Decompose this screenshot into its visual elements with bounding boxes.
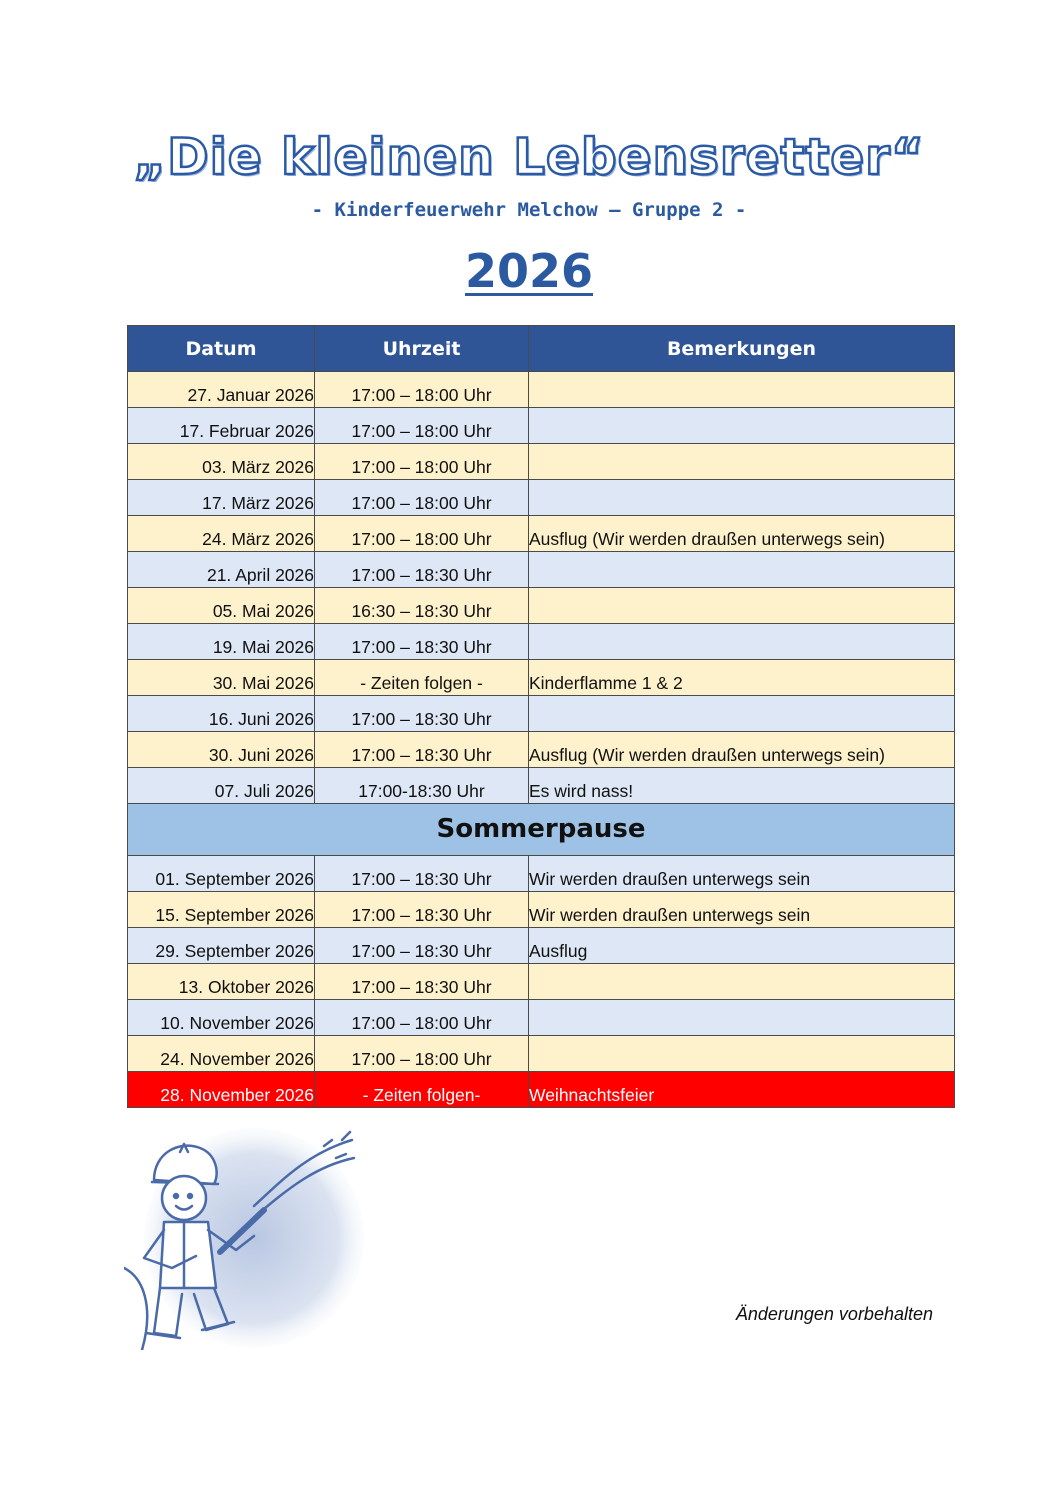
schedule-table bbox=[127, 325, 955, 1108]
note-cell: Ausflug (Wir werden draußen unterwegs sein) bbox=[529, 516, 955, 552]
time-cell: 17:00 – 18:30 Uhr bbox=[315, 624, 529, 660]
note-cell bbox=[529, 588, 955, 624]
date-cell: 30. Mai 2026 bbox=[128, 660, 315, 696]
note-cell: Wir werden draußen unterwegs sein bbox=[529, 892, 955, 928]
summer-break-row bbox=[128, 804, 955, 856]
schedule-row bbox=[128, 856, 955, 892]
time-cell: 17:00 – 18:30 Uhr bbox=[315, 732, 529, 768]
note-cell bbox=[529, 1036, 955, 1072]
date-cell: 03. März 2026 bbox=[128, 444, 315, 480]
time-cell: 17:00-18:30 Uhr bbox=[315, 768, 529, 804]
time-cell: 17:00 – 18:00 Uhr bbox=[315, 372, 529, 408]
date-cell: 16. Juni 2026 bbox=[128, 696, 315, 732]
schedule-row bbox=[128, 696, 955, 732]
note-cell bbox=[529, 372, 955, 408]
date-cell: 07. Juli 2026 bbox=[128, 768, 315, 804]
date-cell: 17. März 2026 bbox=[128, 480, 315, 516]
note-cell: Ausflug (Wir werden draußen unterwegs sein) bbox=[529, 732, 955, 768]
firefighter-mascot-icon bbox=[124, 1118, 364, 1350]
schedule-row bbox=[128, 588, 955, 624]
schedule-row bbox=[128, 964, 955, 1000]
date-cell: 27. Januar 2026 bbox=[128, 372, 315, 408]
schedule-row bbox=[128, 1072, 955, 1108]
year-heading: 2026 bbox=[464, 244, 594, 298]
schedule-row bbox=[128, 444, 955, 480]
date-cell: 01. September 2026 bbox=[128, 856, 315, 892]
schedule-row bbox=[128, 660, 955, 696]
document-title: „Die kleinen Lebensretter“ bbox=[133, 128, 925, 186]
note-cell: Wir werden draußen unterwegs sein bbox=[529, 856, 955, 892]
column-header-bemerkungen: Bemerkungen bbox=[529, 326, 955, 372]
date-cell: 28. November 2026 bbox=[128, 1072, 315, 1108]
time-cell: 17:00 – 18:30 Uhr bbox=[315, 552, 529, 588]
schedule-body bbox=[128, 372, 955, 1108]
time-cell: 17:00 – 18:00 Uhr bbox=[315, 444, 529, 480]
schedule-row bbox=[128, 732, 955, 768]
column-header-uhrzeit: Uhrzeit bbox=[315, 326, 529, 372]
schedule-row bbox=[128, 1000, 955, 1036]
time-cell: 16:30 – 18:30 Uhr bbox=[315, 588, 529, 624]
note-cell: Es wird nass! bbox=[529, 768, 955, 804]
summer-break-label: Sommerpause bbox=[128, 804, 955, 856]
note-cell bbox=[529, 480, 955, 516]
note-cell bbox=[529, 1000, 955, 1036]
schedule-row bbox=[128, 552, 955, 588]
date-cell: 24. November 2026 bbox=[128, 1036, 315, 1072]
schedule-row bbox=[128, 480, 955, 516]
time-cell: 17:00 – 18:30 Uhr bbox=[315, 696, 529, 732]
time-cell: 17:00 – 18:00 Uhr bbox=[315, 1036, 529, 1072]
time-cell: 17:00 – 18:00 Uhr bbox=[315, 516, 529, 552]
time-cell: 17:00 – 18:30 Uhr bbox=[315, 892, 529, 928]
schedule-row bbox=[128, 516, 955, 552]
schedule-row bbox=[128, 1036, 955, 1072]
schedule-row bbox=[128, 892, 955, 928]
time-cell: 17:00 – 18:30 Uhr bbox=[315, 928, 529, 964]
time-cell: 17:00 – 18:00 Uhr bbox=[315, 480, 529, 516]
time-cell: 17:00 – 18:00 Uhr bbox=[315, 1000, 529, 1036]
schedule-row bbox=[128, 624, 955, 660]
date-cell: 13. Oktober 2026 bbox=[128, 964, 315, 1000]
time-cell: 17:00 – 18:30 Uhr bbox=[315, 964, 529, 1000]
date-cell: 24. März 2026 bbox=[128, 516, 315, 552]
changes-reserved-note: Änderungen vorbehalten bbox=[735, 1304, 933, 1324]
date-cell: 10. November 2026 bbox=[128, 1000, 315, 1036]
date-cell: 21. April 2026 bbox=[128, 552, 315, 588]
schedule-row bbox=[128, 928, 955, 964]
note-cell bbox=[529, 444, 955, 480]
note-cell bbox=[529, 408, 955, 444]
time-cell: - Zeiten folgen - bbox=[315, 660, 529, 696]
note-cell: Kinderflamme 1 & 2 bbox=[529, 660, 955, 696]
table-header-row bbox=[128, 326, 955, 372]
schedule-row bbox=[128, 768, 955, 804]
date-cell: 19. Mai 2026 bbox=[128, 624, 315, 660]
note-cell bbox=[529, 964, 955, 1000]
time-cell: 17:00 – 18:30 Uhr bbox=[315, 856, 529, 892]
schedule-row bbox=[128, 372, 955, 408]
note-cell: Ausflug bbox=[529, 928, 955, 964]
time-cell: 17:00 – 18:00 Uhr bbox=[315, 408, 529, 444]
date-cell: 17. Februar 2026 bbox=[128, 408, 315, 444]
note-cell bbox=[529, 696, 955, 732]
date-cell: 15. September 2026 bbox=[128, 892, 315, 928]
note-cell bbox=[529, 552, 955, 588]
note-cell bbox=[529, 624, 955, 660]
schedule-row bbox=[128, 408, 955, 444]
note-cell: Weihnachtsfeier bbox=[529, 1072, 955, 1108]
time-cell: - Zeiten folgen- bbox=[315, 1072, 529, 1108]
date-cell: 05. Mai 2026 bbox=[128, 588, 315, 624]
document-subtitle: - Kinderfeuerwehr Melchow – Gruppe 2 - bbox=[311, 199, 747, 221]
date-cell: 30. Juni 2026 bbox=[128, 732, 315, 768]
column-header-datum: Datum bbox=[128, 326, 315, 372]
date-cell: 29. September 2026 bbox=[128, 928, 315, 964]
